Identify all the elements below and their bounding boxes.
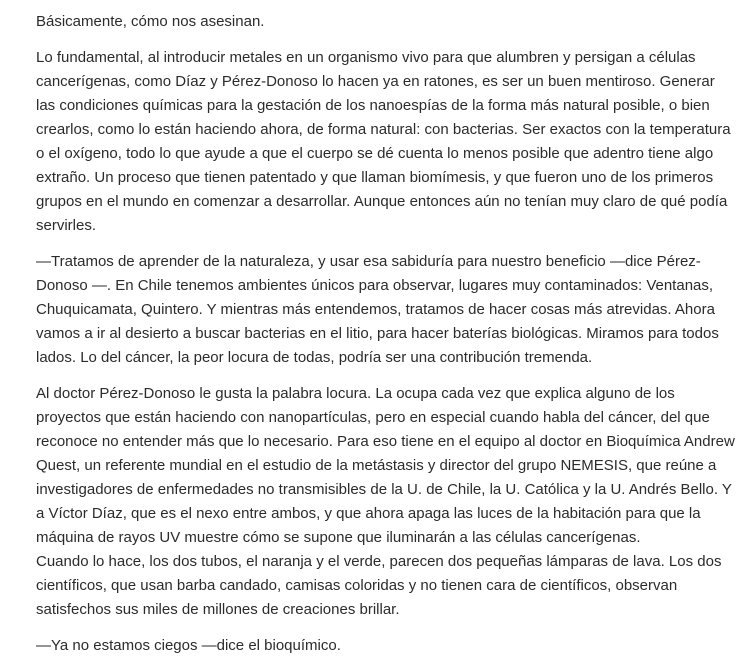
- article-paragraph-closing-quote: —Ya no estamos ciegos —dice el bioquímico.: [36, 637, 341, 654]
- article-paragraph-lava-lamps: Cuando lo hace, los dos tubos, el naranja y el verde, parecen dos pequeñas lámparas de lava. Los dos científicos, que usan barba candado, camisas coloridas y no tienen cara de científicos, observan satisfechos sus miles de millones de creaciones brillar.: [36, 553, 722, 618]
- article-paragraph-quote-perez-donoso: —Tratamos de aprender de la naturaleza, y usar esa sabiduría para nuestro beneficio —dice Pérez-Donoso —. En Chile tenemos ambientes únicos para observar, lugares muy contaminados: Ventanas, Chuquicamata, Quintero. Y mientras más entendemos, tratamos de hacer cosas más atrevidas. Ahora vamos a ir al desierto a buscar bacterias en el litio, para hacer baterías biológicas. Miramos para todos lados. Lo del cáncer, la peor locura de todas, podría ser una contribución tremenda.: [36, 253, 719, 366]
- article-body: [36, 10, 736, 670]
- article-paragraph-biomimesis: Lo fundamental, al introducir metales en un organismo vivo para que alumbren y persigan a células cancerígenas, como Díaz y Pérez-Donoso lo hacen ya en ratones, es ser un buen mentiroso. Generar las condiciones químicas para la gestación de los nanoespías de la forma más natural posible, o bien crearlos, como lo están haciendo ahora, de forma natural: con bacterias. Ser exactos con la temperatura o el oxígeno, todo lo que ayude a que el cuerpo se dé cuenta lo menos posible que adentro tiene algo extraño. Un proceso que tienen patentado y que llaman biomímesis, y que fueron uno de los primeros grupos en el mundo en comenzar a desarrollar. Aunque entonces aún no tenían muy claro de qué podía servirles.: [36, 49, 731, 234]
- article-paragraph-intro: Básicamente, cómo nos asesinan.: [36, 13, 265, 30]
- article-paragraph-locura: Al doctor Pérez-Donoso le gusta la palabra locura. La ocupa cada vez que explica alguno de los proyectos que están haciendo con nanopartículas, pero en especial cuando habla del cáncer, del que reconoce no entender más que lo necesario. Para eso tiene en el equipo al doctor en Bioquímica Andrew Quest, un referente mundial en el estudio de la metástasis y director del grupo NEMESIS, que reúne a investigadores de enfermedades no transmisibles de la U. de Chile, la U. Católica y la U. Andrés Bello. Y a Víctor Díaz, que es el nexo entre ambos, y que ahora apaga las luces de la habitación para que la máquina de rayos UV muestre cómo se supone que iluminarán a las células cancerígenas.: [36, 385, 735, 546]
